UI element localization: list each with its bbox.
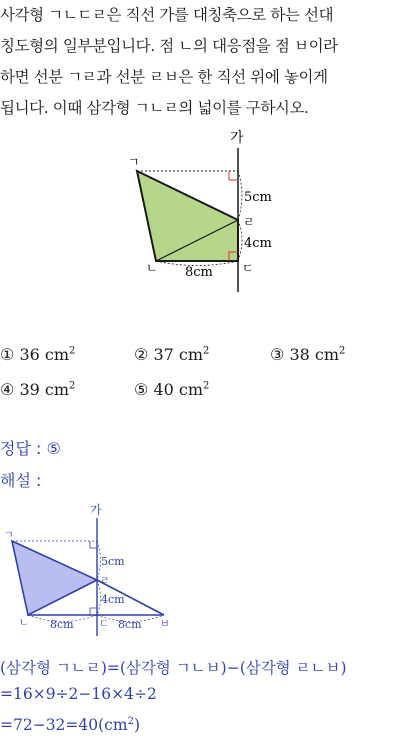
question-line: 됩니다. 이때 삼각형 ㄱㄴㄹ의 넓이를 구하시오.	[0, 99, 309, 117]
point-label-g: ㄱ	[4, 530, 14, 541]
length-label: 5cm	[101, 555, 125, 568]
right-angle-mark	[229, 171, 238, 180]
choice-value: 36	[19, 345, 40, 364]
point-label-r: ㄹ	[243, 215, 255, 229]
calc-line-1: (삼각형 ㄱㄴㄹ)=(삼각형 ㄱㄴㅂ)−(삼각형 ㄹㄴㅂ)	[0, 659, 347, 677]
length-label: 8cm	[185, 265, 213, 280]
length-label: 4cm	[101, 593, 125, 606]
point-label-b: ㅂ	[160, 619, 170, 630]
right-angle-mark	[90, 608, 97, 615]
point-label-n: ㄴ	[19, 618, 29, 629]
axis-label: 가	[90, 503, 102, 517]
choice-unit: cm	[44, 345, 70, 364]
choice-1[interactable]: ① 36 $cm^2$	[0, 345, 76, 364]
choice-number: ③	[270, 345, 285, 364]
point-label-g: ㄱ	[128, 155, 140, 169]
choice-number: ②	[134, 345, 149, 364]
calc-line-3-sup: 2	[127, 716, 134, 727]
choice-number: ④	[0, 380, 15, 399]
calc-line-3-main: =72−32=40(cm	[0, 716, 128, 735]
problem-figure	[0, 0, 400, 300]
choice-3[interactable]: ③ 38 $cm^2$	[270, 345, 346, 364]
choice-4[interactable]: ④ 39 $cm^2$	[0, 380, 76, 399]
choice-unit: cm	[178, 380, 204, 399]
right-angle-mark	[90, 541, 97, 548]
choice-value: 37	[153, 345, 174, 364]
triangle-shape	[12, 541, 97, 615]
quadrilateral-shape	[137, 171, 238, 261]
point-label-n: ㄴ	[146, 261, 158, 275]
calc-line-3-end: )	[133, 716, 140, 735]
answer-value: ⑤	[46, 439, 61, 458]
question-line: 사각형 ㄱㄴㄷㄹ은 직선 가를 대칭축으로 하는 선대	[0, 6, 334, 24]
axis-label: 가	[230, 130, 244, 146]
solution-label: 해설 :	[0, 471, 42, 490]
solution-figure	[0, 500, 200, 640]
choice-unit: cm	[314, 345, 340, 364]
length-label: 8cm	[118, 618, 142, 631]
choice-number: ①	[0, 345, 15, 364]
choice-value: 40	[153, 380, 174, 399]
answer-label: 정답 :	[0, 439, 42, 458]
point-label-r: ㄹ	[100, 576, 110, 587]
choice-value: 38	[289, 345, 310, 364]
question-line: 하면 선분 ㄱㄹ과 선분 ㄹㅂ은 한 직선 위에 놓이게	[0, 68, 328, 86]
answer-line	[0, 436, 61, 459]
point-label-d: ㄷ	[99, 619, 109, 630]
calc-line-3	[0, 716, 140, 734]
length-label: 5cm	[244, 190, 272, 205]
length-label: 8cm	[50, 618, 74, 631]
choice-unit: cm	[178, 345, 204, 364]
choice-2[interactable]: ② 37 $cm^2$	[134, 345, 210, 364]
calc-line-2: =16×9÷2−16×4÷2	[0, 685, 157, 703]
choice-5[interactable]: ⑤ 40 $cm^2$	[134, 380, 210, 399]
point-label-d: ㄷ	[242, 261, 254, 275]
choice-value: 39	[19, 380, 40, 399]
question-line: 칭도형의 일부분입니다. 점 ㄴ의 대응점을 점 ㅂ이라	[0, 37, 338, 55]
choice-number: ⑤	[134, 380, 149, 399]
choice-unit: cm	[44, 380, 70, 399]
length-label: 4cm	[244, 236, 272, 251]
